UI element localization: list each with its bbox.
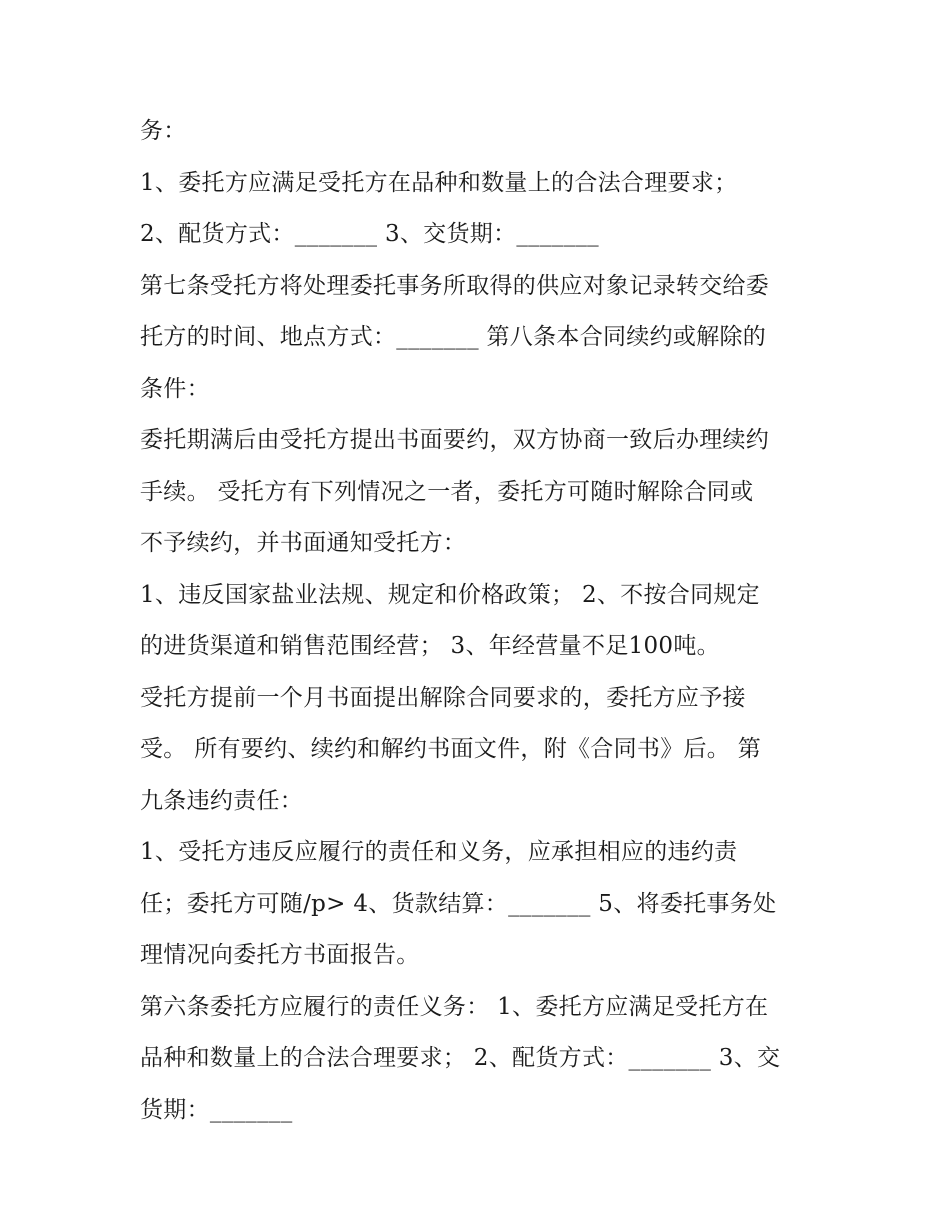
text-line: 的进货渠道和销售范围经营； 3、年经营量不足100吨。	[140, 633, 720, 659]
text-line: 九条违约责任：	[140, 787, 304, 814]
text-line: 货期：_______	[140, 1096, 293, 1123]
text-line: 1、受托方违反应履行的责任和义务，应承担相应的违约责	[140, 839, 738, 865]
text-line: 委托期满后由受托方提出书面要约，双方协商一致后办理续约	[140, 427, 770, 453]
text-line: 受托方提前一个月书面提出解除合同要求的，委托方应予接	[140, 684, 746, 711]
text-line: 不予续约，并书面通知受托方：	[140, 530, 467, 556]
text-line: 手续。 受托方有下列情况之一者，委托方可随时解除合同或	[140, 478, 754, 505]
text-line: 条件：	[140, 375, 210, 402]
text-line: 理情况向委托方书面报告。	[140, 942, 420, 968]
text-line: 受。 所有要约、续约和解约书面文件，附《合同书》后。 第	[140, 736, 762, 762]
text-line: 1、委托方应满足受托方在品种和数量上的合法合理要求；	[140, 169, 738, 196]
text-line: 品种和数量上的合法合理要求； 2、配货方式：_______ 3、交	[140, 1045, 781, 1071]
text-line: 2、配货方式：_______ 3、交货期：_______	[140, 221, 599, 247]
text-line: 1、违反国家盐业法规、规定和价格政策； 2、不按合同规定	[140, 581, 760, 608]
text-line: 务：	[140, 118, 187, 144]
document-body	[140, 106, 820, 1136]
text-line: 第七条受托方将处理委托事务所取得的供应对象记录转交给委	[140, 272, 770, 299]
text-line: 托方的时间、地点方式：_______ 第八条本合同续约或解除的	[140, 324, 767, 350]
text-line: 任；委托方可随/p> 4、货款结算：_______ 5、将委托事务处	[140, 890, 777, 917]
text-line: 第六条委托方应履行的责任义务： 1、委托方应满足受托方在	[140, 993, 769, 1020]
